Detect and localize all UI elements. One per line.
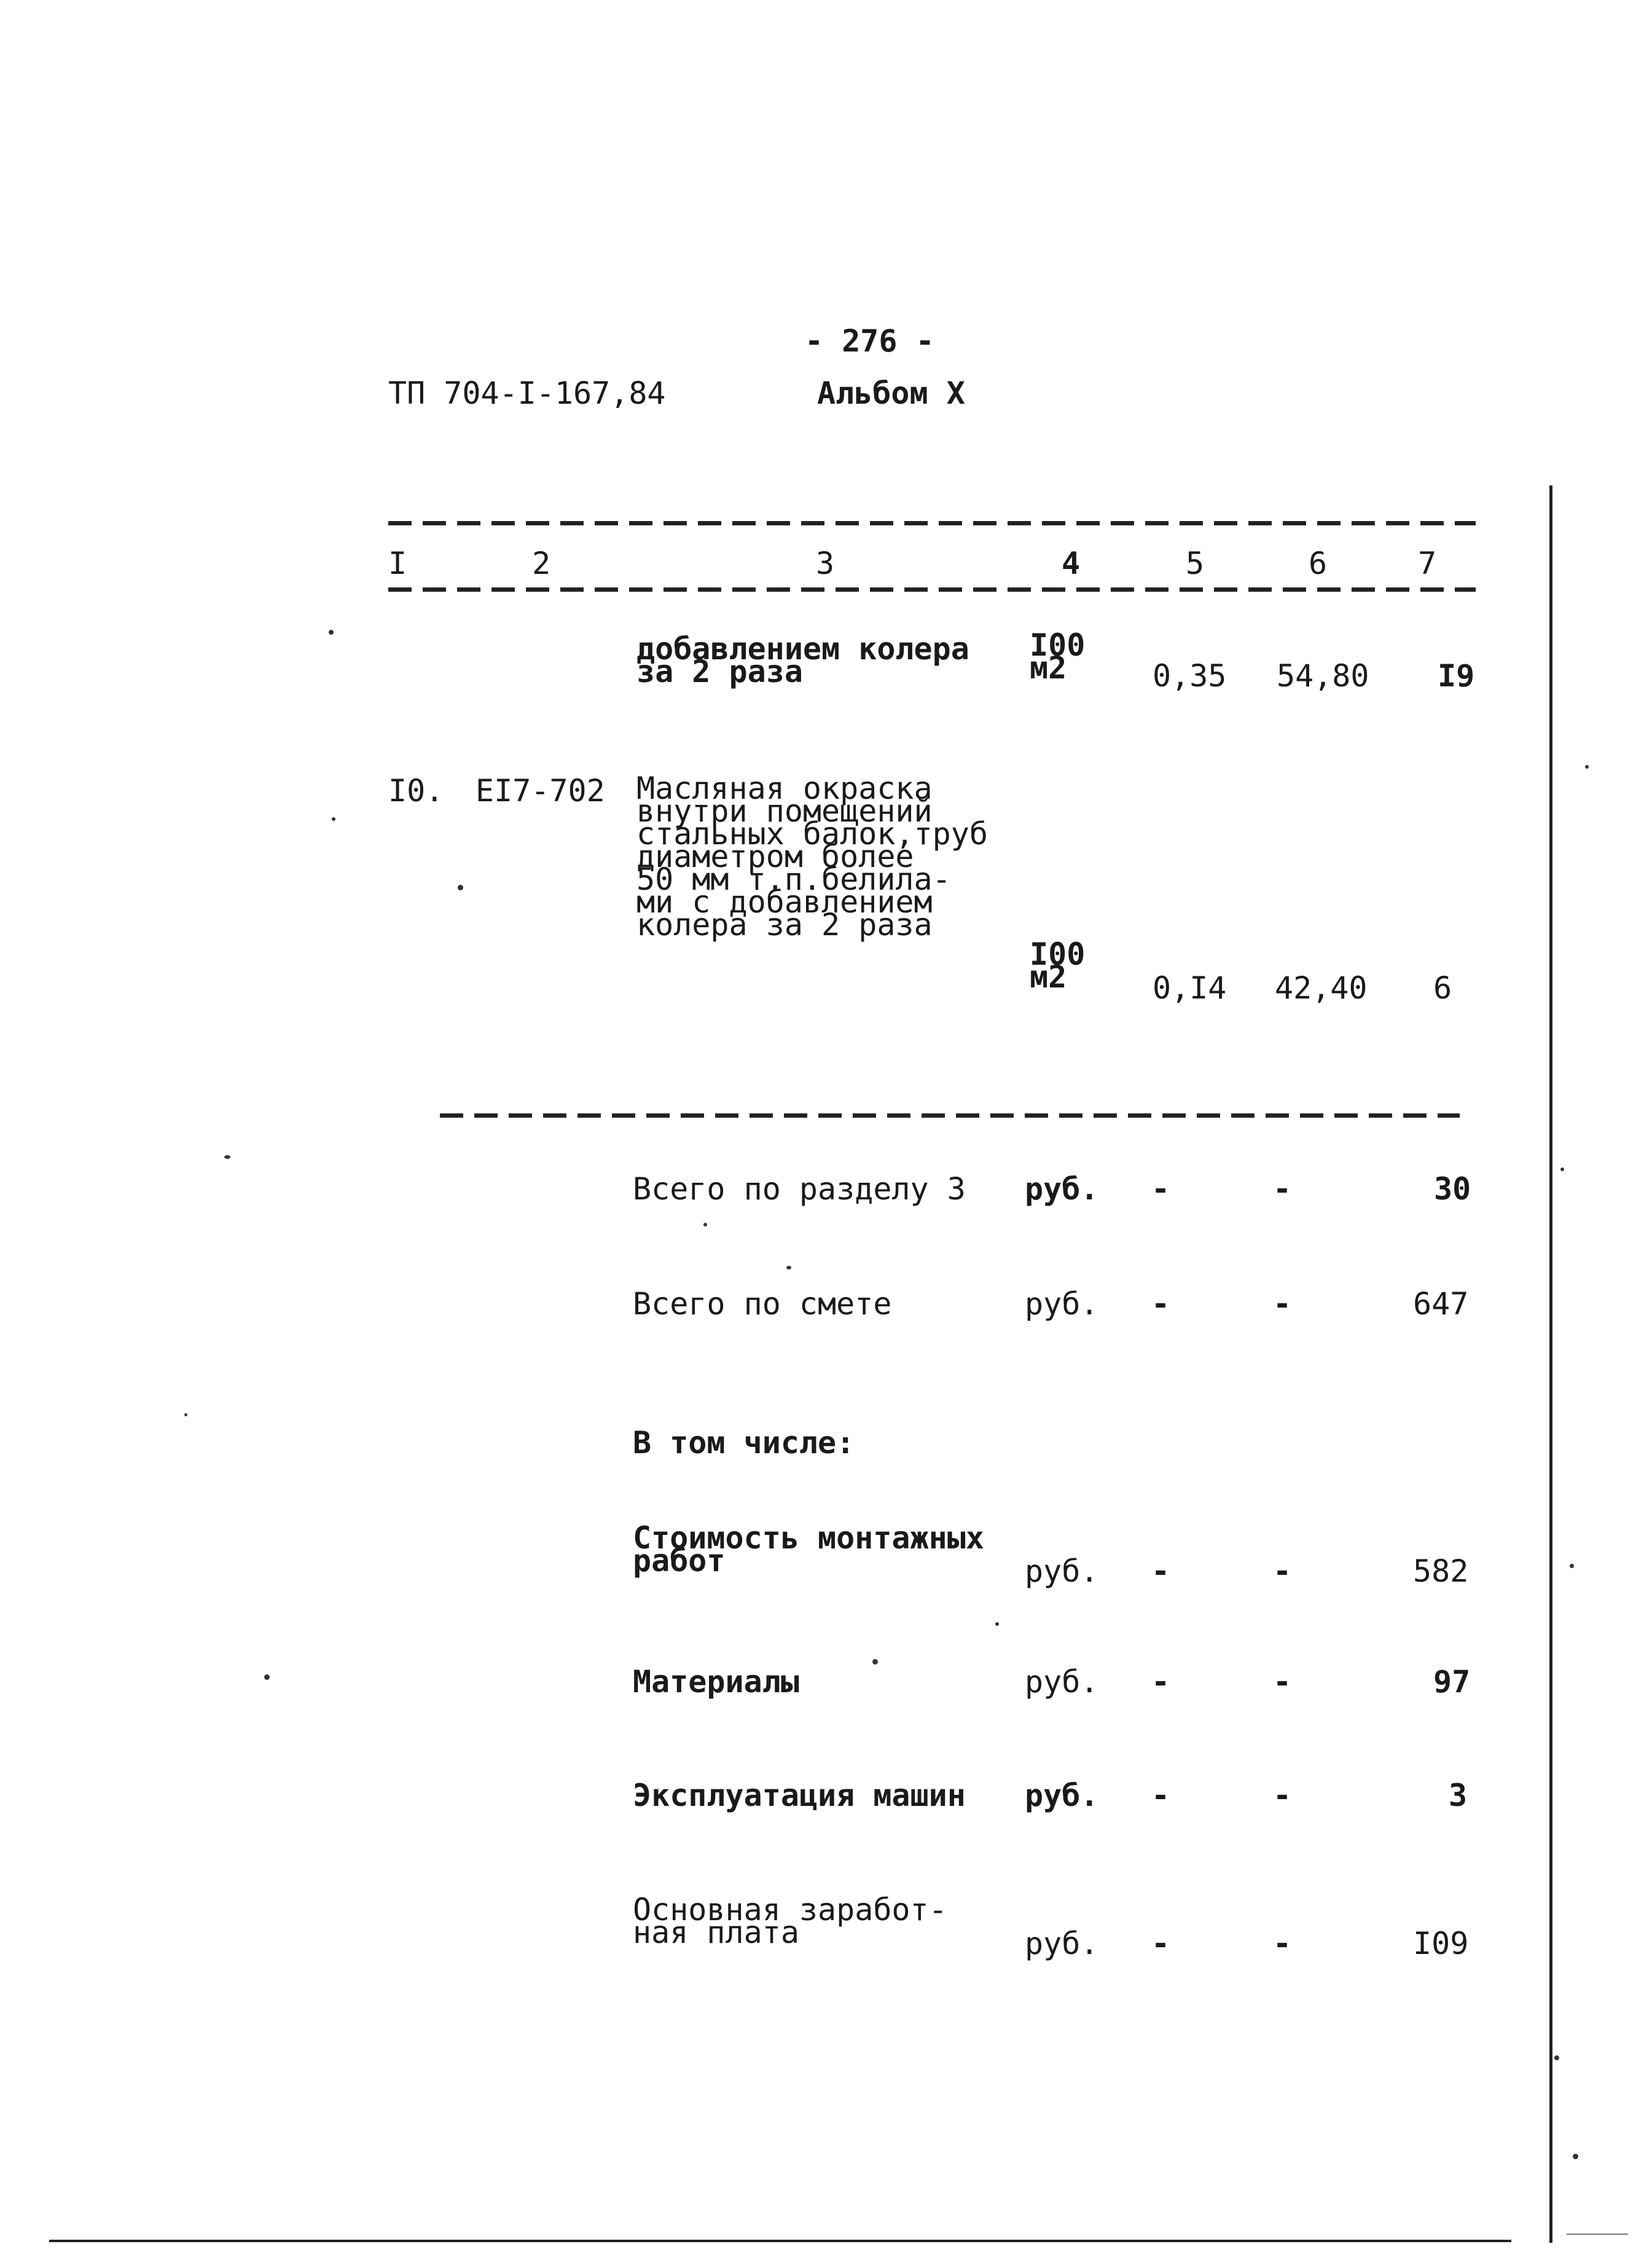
scan-speck [184, 1413, 187, 1416]
row-quantity: 0,I4 [1153, 970, 1227, 1006]
scan-speck [332, 817, 335, 821]
scan-speck [872, 1659, 878, 1665]
breakdown-label: Материалы [633, 1664, 799, 1700]
breakdown-col5: - [1151, 1553, 1170, 1589]
column-header-4: 4 [1062, 546, 1081, 581]
breakdown-col5: - [1151, 1778, 1170, 1813]
breakdown-col6: - [1273, 1664, 1292, 1700]
breakdown-col6: - [1273, 1553, 1292, 1589]
column-header-7: 7 [1418, 546, 1437, 581]
breakdown-label: Эксплуатация машин [633, 1778, 966, 1813]
frame-bottom-line [49, 2240, 1511, 2242]
row-description: добавлением колера за 2 раза [636, 631, 969, 689]
page-number: - 276 - [805, 323, 934, 359]
column-header-2: 2 [532, 546, 551, 581]
column-header-1: I [388, 546, 407, 581]
album-label: Альбом X [817, 375, 965, 411]
scan-speck [458, 885, 463, 890]
total-label: Всего по смете [633, 1286, 892, 1322]
scan-speck [1585, 765, 1589, 769]
column-header-6: 6 [1309, 546, 1328, 581]
column-header-3: 3 [816, 546, 835, 581]
total-col5: - [1151, 1171, 1170, 1207]
section-divider [440, 1113, 1460, 1118]
column-header-5: 5 [1186, 546, 1205, 581]
scan-speck [329, 630, 334, 635]
breakdown-unit: руб. [1025, 1664, 1099, 1700]
breakdown-unit: руб. [1025, 1553, 1099, 1589]
document-code: ТП 704-I-167,84 [388, 375, 666, 411]
frame-right-line [1549, 485, 1552, 2243]
breakdown-unit: руб. [1025, 1926, 1099, 1961]
total-unit: руб. [1025, 1286, 1099, 1322]
breakdown-value: 582 [1413, 1553, 1469, 1589]
row-quantity: 0,35 [1153, 658, 1227, 694]
including-label: В том числе: [633, 1425, 855, 1461]
scan-speck [1560, 1167, 1564, 1171]
row-price: 42,40 [1275, 970, 1368, 1006]
scan-speck [1554, 2055, 1559, 2060]
row-unit: I00 м2 [1030, 936, 1086, 995]
header-top-divider [388, 521, 1476, 525]
total-col6: - [1273, 1286, 1292, 1322]
breakdown-col6: - [1273, 1778, 1292, 1813]
scan-speck [224, 1155, 230, 1159]
total-col5: - [1151, 1286, 1170, 1322]
breakdown-value: 3 [1449, 1778, 1468, 1813]
row-price: 54,80 [1277, 658, 1369, 694]
scan-speck [703, 1223, 707, 1226]
scan-streak [1567, 2234, 1628, 2235]
total-unit: руб. [1025, 1171, 1099, 1207]
row-unit: I00 м2 [1030, 627, 1086, 686]
scan-speck [995, 1622, 999, 1626]
row-total: 6 [1433, 970, 1452, 1006]
scan-speck [786, 1266, 791, 1269]
breakdown-col6: - [1273, 1926, 1292, 1961]
row-description: Масляная окраска внутри помещений стальных балок,труб диаметром более 50 мм т.п.белила- ми с добавлением колера за 2 раза [636, 771, 988, 943]
header-bottom-divider [388, 587, 1476, 592]
breakdown-value: I09 [1413, 1926, 1469, 1961]
row-number: I0. [388, 773, 444, 809]
breakdown-col5: - [1151, 1664, 1170, 1700]
row-total: I9 [1438, 658, 1475, 694]
breakdown-value: 97 [1433, 1664, 1471, 1700]
scan-speck [1573, 2154, 1578, 2159]
scan-speck [1570, 1564, 1574, 1568]
total-value: 647 [1413, 1286, 1469, 1322]
breakdown-label: Основная заработ- ная плата [633, 1892, 947, 1950]
total-value: 30 [1434, 1171, 1471, 1207]
breakdown-label: Стоимость монтажных работ [633, 1520, 984, 1579]
scan-speck [264, 1674, 270, 1680]
breakdown-unit: руб. [1025, 1778, 1099, 1813]
row-code: EI7-702 [476, 773, 605, 809]
total-label: Всего по разделу 3 [633, 1171, 966, 1207]
total-col6: - [1273, 1171, 1292, 1207]
breakdown-col5: - [1151, 1926, 1170, 1961]
